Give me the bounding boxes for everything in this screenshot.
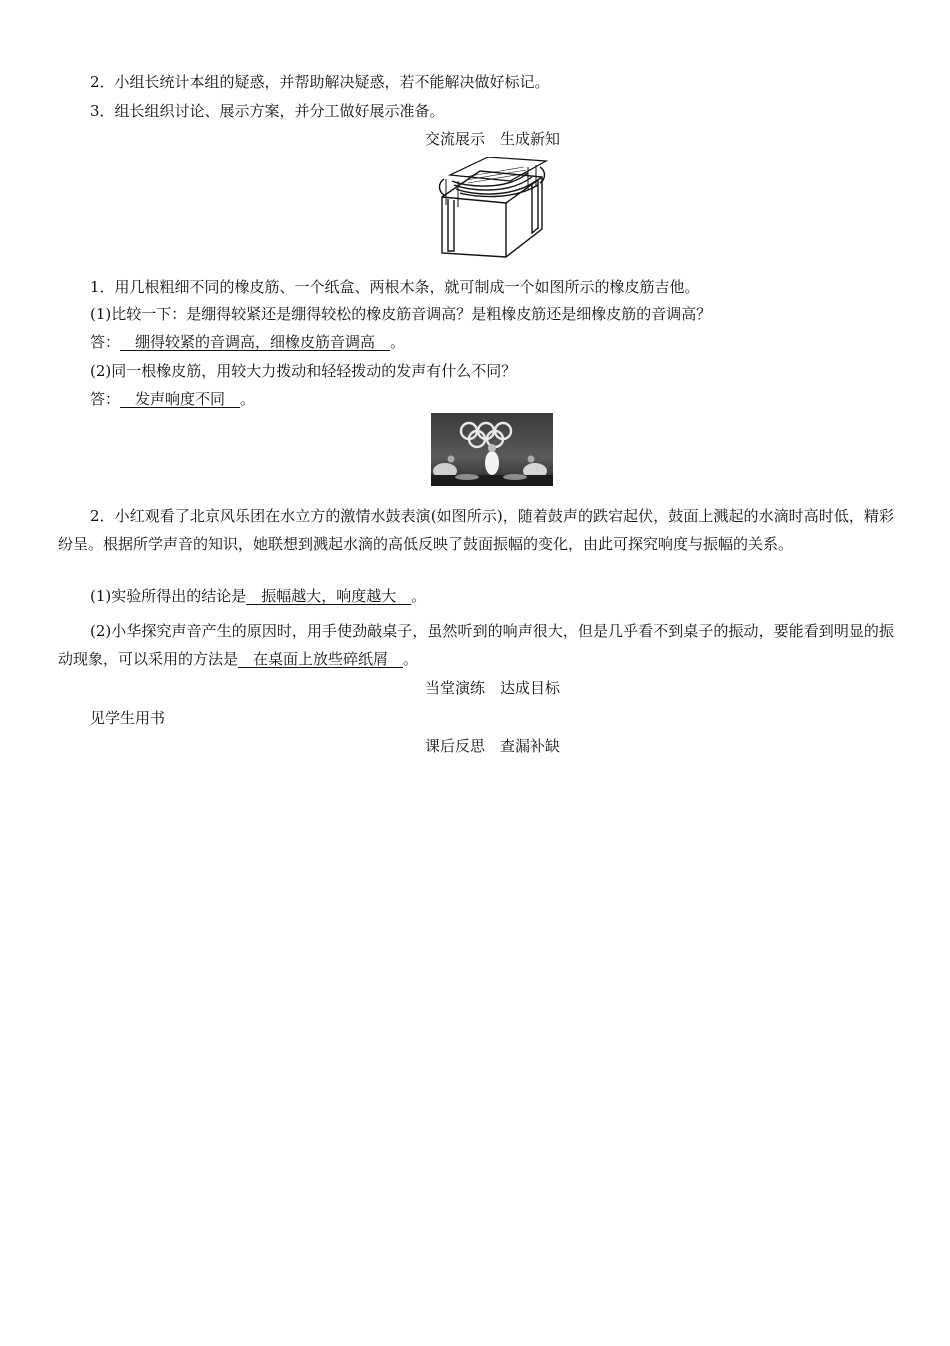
prep-item-2: 2．小组长统计本组的疑惑，并帮助解决疑惑，若不能解决做好标记。 <box>90 73 550 91</box>
section-heading-practice: 当堂演练 达成目标 <box>424 679 560 697</box>
q1-answer2-line <box>90 389 255 409</box>
q2-sub1-line <box>90 586 426 606</box>
q1-sub2: (2)同一根橡皮筋，用较大力拨动和轻轻拨动的发声有什么不同？ <box>90 362 517 380</box>
q2-sub2 <box>58 617 894 673</box>
punctuation: 。 <box>411 587 427 605</box>
q1-answer1: __绷得较紧的音调高，细橡皮筋音调高__ <box>120 333 391 351</box>
answer-label: 答： <box>90 333 121 351</box>
q2-stem: 2．小红观看了北京风乐团在水立方的激情水鼓表演(如图所示)，随着鼓声的跌宕起伏，鼓面上溅起的水滴时高时低，精彩纷呈。根据所学声音的知识，她联想到溅起水滴的高低反映了鼓面振幅的变化，由此可探究响度与振幅的关系。 <box>58 507 894 553</box>
q1-answer1-line <box>90 332 405 352</box>
punctuation: 。 <box>403 650 419 668</box>
answer-label: 答： <box>90 390 121 408</box>
q2-answer1: __振幅越大，响度越大__ <box>246 587 412 605</box>
q1-answer2: __发声响度不同__ <box>120 390 241 408</box>
q2-answer2: __在桌面上放些碎纸屑__ <box>238 650 404 668</box>
rubber-band-guitar-figure <box>436 157 548 259</box>
prep-item-3: 3．组长组织讨论、展示方案，并分工做好展示准备。 <box>90 102 445 120</box>
practice-note: 见学生用书 <box>90 709 166 727</box>
q1-stem: 1．用几根粗细不同的橡皮筋、一个纸盒、两根木条，就可制成一个如图所示的橡皮筋吉他。 <box>90 278 700 296</box>
water-drum-performance-photo <box>431 413 553 486</box>
section-heading-reflect: 课后反思 查漏补缺 <box>424 737 560 755</box>
punctuation: 。 <box>240 390 256 408</box>
section-heading-exchange: 交流展示 生成新知 <box>424 130 560 148</box>
q2-sub2-text: (2)小华探究声音产生的原因时，用手使劲敲桌子，虽然听到的响声很大，但是几乎看不到桌子的振动，要能看到明显的振动现象，可以采用的方法是 <box>58 622 894 668</box>
q2-sub1-text: (1)实验所得出的结论是 <box>90 587 247 605</box>
q1-sub1: (1)比较一下：是绷得较紧还是绷得较松的橡皮筋音调高？是粗橡皮筋还是细橡皮筋的音调高？ <box>90 305 712 323</box>
punctuation: 。 <box>390 333 406 351</box>
